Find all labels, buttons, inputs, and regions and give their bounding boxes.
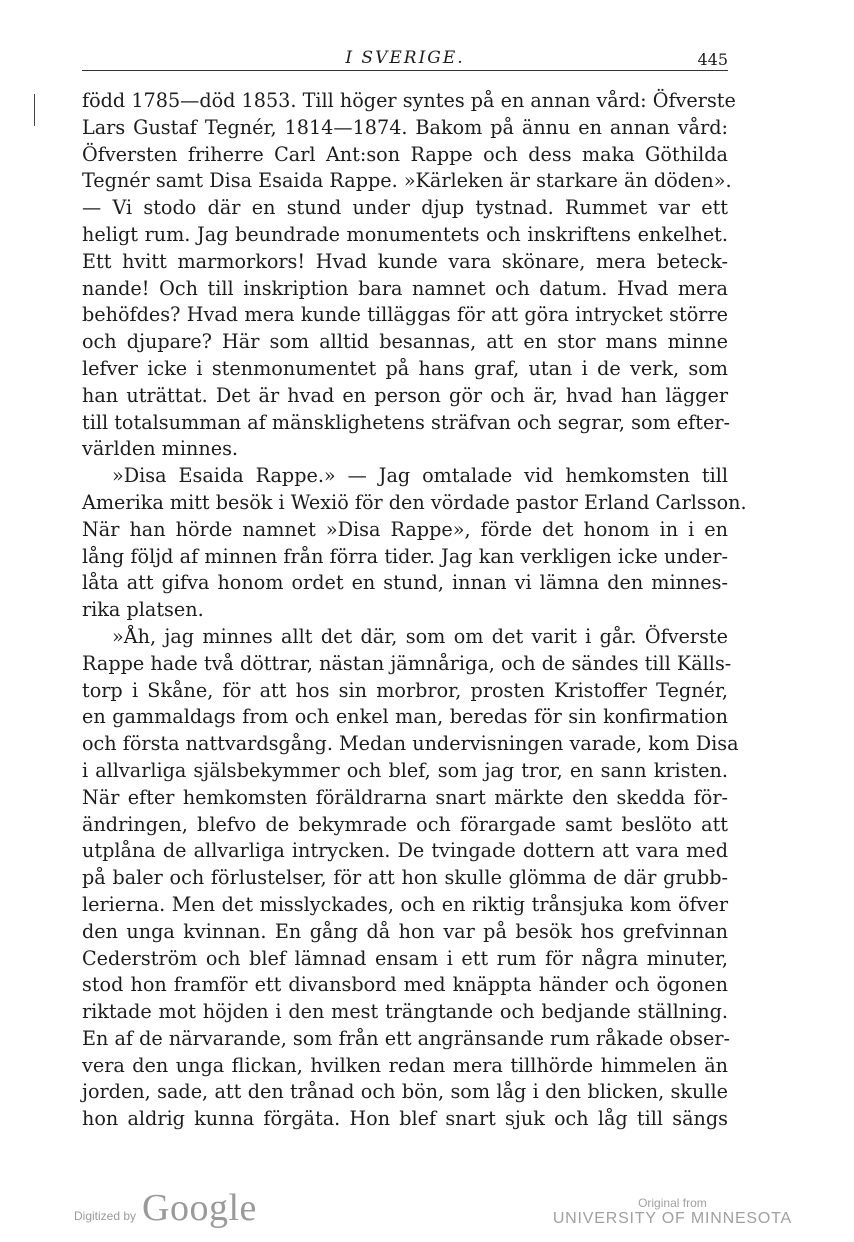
text-line: Rappe hade två döttrar, nästan jämnåriga, och de sändes till Källs-	[82, 651, 732, 675]
text-line: En af de närvarande, som från ett angränsande rum råkade obser-	[82, 1026, 730, 1050]
text-line: »Disa Esaida Rappe.» — Jag omtalade vid hemkomsten till	[112, 464, 728, 488]
text-line: Lars Gustaf Tegnér, 1814—1874. Bakom på ännu en annan vård:	[82, 115, 728, 139]
margin-mark	[34, 94, 35, 126]
digitized-by-label: Digitized by	[74, 1209, 137, 1223]
text-line: den unga kvinnan. En gång då hon var på besök hos grefvinnan	[82, 919, 728, 943]
text-line: lefver icke i stenmonumentet på hans graf, utan i de verk, som	[82, 356, 728, 380]
text-line: heligt rum. Jag beundrade monumentets och inskriftens enkelhet.	[82, 222, 728, 246]
text-line: och första nattvardsgång. Medan undervisningen varade, kom Disa	[82, 732, 739, 756]
text-line: jorden, sade, att den trånad och bön, som låg i den blicken, skulle	[82, 1080, 728, 1104]
body-text	[82, 88, 747, 1133]
digitized-by-google	[74, 1186, 257, 1230]
page-header	[82, 44, 728, 71]
text-line: stod hon framför ett divansbord med knäppta händer och ögonen	[82, 973, 728, 997]
text-line: riktade mot höjden i den mest trängtande och bedjande ställning.	[82, 1000, 728, 1024]
text-line: han uträttat. Det är hvad en person gör och är, hvad han lägger	[82, 383, 728, 407]
text-line: När efter hemkomsten föräldrarna snart märkte den skedda för-	[82, 785, 728, 809]
text-line: hon aldrig kunna förgäta. Hon blef snart sjuk och låg till sängs	[82, 1107, 728, 1131]
text-line: Öfversten friherre Carl Ant:son Rappe och dess maka Göthilda	[82, 142, 728, 166]
text-line: och djupare? Här som alltid besannas, att en stor mans minne	[82, 330, 728, 354]
text-line: född 1785—död 1853. Till höger syntes på en annan vård: Öfverste	[82, 89, 736, 112]
text-line: Amerika mitt besök i Wexiö för den vördade pastor Erland Carlsson.	[82, 490, 747, 514]
text-line: Tegnér samt Disa Esaida Rappe. »Kärleken är starkare än döden».	[82, 169, 732, 193]
original-from-label: Original from	[638, 1196, 707, 1210]
text-line: nande! Och till inskription bara namnet och datum. Hvad mera	[82, 276, 728, 300]
text-line: rika platsen.	[82, 598, 204, 622]
text-line: torp i Skåne, för att hos sin morbror, prosten Kristoffer Tegnér,	[82, 678, 728, 702]
text-line: världen minnes.	[82, 437, 239, 461]
text-line: utplåna de allvarliga intrycken. De tvingade dottern att vara med	[82, 839, 728, 863]
text-line: behöfdes? Hvad mera kunde tilläggas för att göra intrycket större	[82, 303, 728, 327]
text-line: »Åh, jag minnes allt det där, som om det varit i går. Öfverste	[112, 624, 728, 648]
text-line: låta att gifva honom ordet en stund, innan vi lämna den minnes-	[82, 571, 728, 595]
original-source	[553, 1196, 792, 1228]
text-line: lerierna. Men det misslyckades, och en riktig trånsjuka kom öfver	[82, 892, 728, 916]
text-line: vera den unga flickan, hvilken redan mera tillhörde himmelen än	[82, 1053, 728, 1077]
text-line: Ett hvitt marmorkors! Hvad kunde vara skönare, mera beteck-	[82, 249, 728, 273]
text-line: — Vi stodo där en stund under djup tystnad. Rummet var ett	[82, 196, 728, 220]
google-logo: Google	[142, 1187, 257, 1229]
text-line: en gammaldags from och enkel man, beredas för sin konfirmation	[82, 705, 728, 729]
text-line: till totalsumman af mänsklighetens sträfvan och segrar, som efter-	[82, 410, 730, 434]
text-line: När han hörde namnet »Disa Rappe», förde det honom in i en	[82, 517, 728, 541]
page-number: 445	[697, 50, 728, 69]
text-line: lång följd af minnen från förra tider. Jag kan verkligen icke under-	[82, 544, 728, 568]
text-line: på baler och förlustelser, för att hon skulle glömma de där grubb-	[82, 866, 728, 890]
text-line: Cederström och blef lämnad ensam i ett rum för några minuter,	[82, 946, 728, 970]
running-title: I SVERIGE.	[345, 48, 465, 68]
text-line: ändringen, blefvo de bekymrade och förargade samt beslöto att	[82, 812, 728, 836]
university-label: UNIVERSITY OF MINNESOTA	[552, 1210, 792, 1227]
text-line: i allvarliga själsbekymmer och blef, som jag tror, en sann kristen.	[82, 758, 728, 782]
